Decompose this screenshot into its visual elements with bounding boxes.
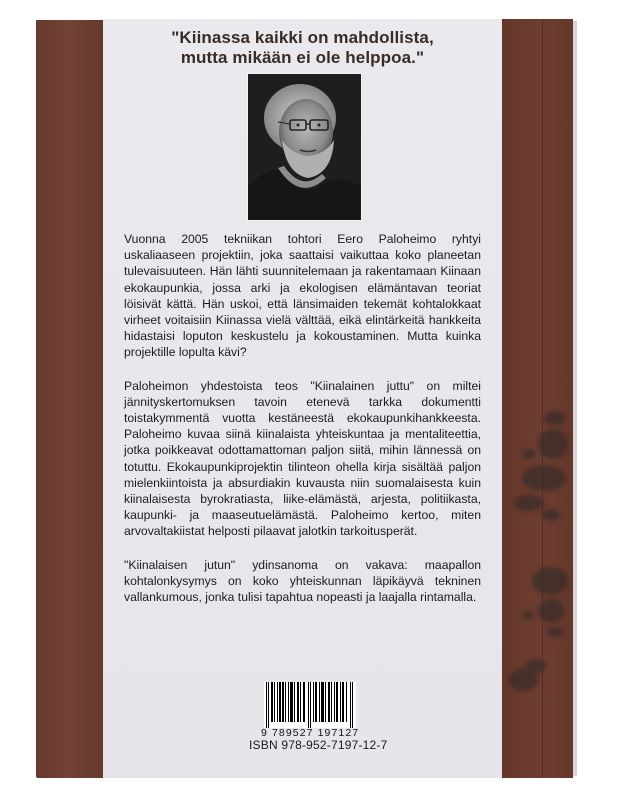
ink-splatter [542, 509, 560, 521]
ink-splatter [522, 611, 534, 619]
ink-splatter [546, 627, 564, 637]
blurb-text [124, 231, 481, 622]
ink-splatter [526, 659, 546, 673]
ink-splatter [522, 449, 536, 459]
quote-line-2: mutta mikään ei ole helppoa." [180, 48, 425, 67]
blurb-paragraph-2: Paloheimon yhdestoista teos "Kiinalainen juttu" on miltei jännityskertomuksen tavoin etenevä tarkka dokumentti toistakymmentä vuotta kestäneestä ekokaupunkihankkeesta. Paloheimo kuvaa siinä kiinalaista yhteiskuntaa ja mentaliteettia, jotka poikkeavat odottamattoman paljon siitä, mihin lännessä on totuttu. Ekokaupunkiprojektin tilinteon ohella kirja sisältää paljon mielenkiintoista ja absurdiakin kuvausta niin suomalaisesta kuin kiinalaisesta byrokratiasta, liike-elämästä, arjesta, politiikasta, kaupunki- ja maaseutuelämästä. Paloheimo kertoo, miten arvovaltakiistat helposti pilaavat jalotkin tarkoitusperät. [124, 378, 481, 539]
ink-splatter [522, 465, 566, 491]
ink-splatter [532, 567, 568, 595]
ink-splatter [514, 495, 544, 511]
barcode [261, 682, 361, 739]
left-brown-strip [36, 20, 103, 778]
ink-splatter [538, 599, 564, 623]
ink-splatter [538, 429, 568, 459]
cover-quote [103, 28, 502, 68]
barcode-digits: 9 789527 197127 [261, 727, 360, 739]
ink-splatter [544, 411, 566, 425]
quote-line-1: "Kiinassa kaikki on mahdollista, [171, 28, 434, 47]
barcode-bars [264, 682, 356, 728]
isbn-label: ISBN 978-952-7197-12-7 [249, 738, 388, 752]
blurb-paragraph-1: Vuonna 2005 tekniikan tohtori Eero Paloheimo ryhtyi uskaliaaseen projektiin, joka saattaisi vaikuttaa koko planeetan tulevaisuuteen. Hän lähti suunnitelemaan ja rakentamaan Kiinaan ekokaupunkia, jossa arki ja ekologisen elämäntavan teoriat löisivät kättä. Hän uskoi, että länsimaiden tekemät kohtalokkaat virheet voitaisiin Kiinassa vielä välttää, eikä elintärkeitä hankkeita hidastaisi loputon keskustelu ja kokoustaminen. Mutta kuinka projektille lopulta kävi? [124, 232, 481, 360]
right-brown-strip [502, 19, 573, 778]
white-text-panel [103, 19, 502, 778]
book-back-cover [36, 19, 578, 779]
author-photo [247, 73, 362, 221]
blurb-paragraph-3: "Kiinalaisen jutun" ydinsanoma on vakava: maapallon kohtalonkysymys on koko yhteiskunnan läpikäyvä tekninen vallankumous, jonka tulisi tapahtua nopeasti ja laajalla rintamalla. [124, 557, 481, 605]
page-edge [573, 21, 577, 776]
